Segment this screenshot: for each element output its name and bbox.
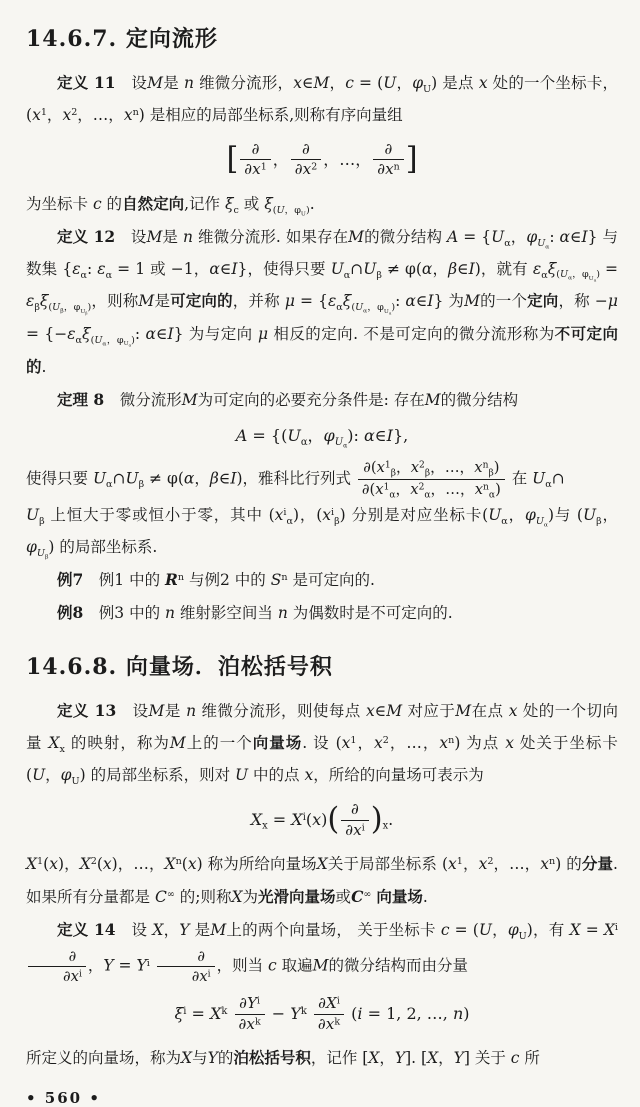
paragraph-example-7: 例7 例1 中的 $R^n$ 与例2 中的 $S^n$ 是可定向的. — [57, 570, 375, 590]
paragraph-poisson-definition: 所定义的向量场，称为X与Y的泊松括号积，记作 [X，Y]. [X，Y] 关于 c 所 — [26, 1048, 540, 1068]
formula-poisson-bracket: $\xi^i = X^k$ $\frac{\partial Y^i}{\partial x^k}$ − $Y^k$ $\frac{\partial X^i}{\partial x^k}$ (i = 1, 2, …, n) — [174, 993, 470, 1033]
paragraph-jacobian: 使得只要 $U_\alpha\cap U_\beta \ne \varphi(\alpha$，β∈I)，雅科比行列式 $\frac{\partial(x^1_\beta,x^2_\beta,\dots,x^n_\beta)}{\partial(x^1_\alpha,x^2_\alpha,\dots,x^n_\alpha)}$ 在 $U_\alpha\cap$ — [26, 458, 565, 501]
paragraph-natural-orientation: 为坐标卡 c 的自然定向,记作 $\xi_c$ 或 $\xi_{(U,\varphi_U)}$. — [26, 194, 315, 218]
formula-differential-structure: $A = \{(U_\alpha$，$\varphi_{U_\alpha}$): α∈I}, — [235, 426, 409, 450]
paragraph-definition-13: 定义 13 设M是 n 维微分流形，则使每点 x∈M 对应于M在点 x 处的一个切向量 $X_x$ 的映射，称为M上的一个向量场. 设 ($x^1$，$x^2$，…，$x^n$) 为点 x 处关于坐标卡 (U，$\varphi_U$) 的局部坐标系，则对 U 中的点 x，所给的向量场可表示为 — [26, 700, 618, 787]
paragraph-definition-12: 定义 12 设M是 n 维微分流形. 如果存在M的微分结构 $A = \{U_\alpha$，$\varphi_{U_\alpha}$: α∈I} 与数集 {$\varepsilon_\alpha$: $\varepsilon_\alpha = 1$ 或 −1，α∈I}，使得只要 $U_\alpha\cap U_\beta \ne \varphi(\alpha$，β∈I)，就有 $\varepsilon_\alpha\xi_{(U_\alpha,\varphi_{U_\alpha})} = \varepsilon_\beta\xi_{(U_\beta,\varphi_{U_\beta})}$，则称M是可定向的，并称 $\mu = \{\varepsilon_\alpha\xi_{(U_\alpha,\varphi_{U_\alpha})}$: α∈I} 为M的一个定向，称 $-\mu = \{-\varepsilon_\alpha\xi_{(U_\alpha,\varphi_{U_\alpha})}$: α∈I} 为与定向 μ 相反的定向. 不是可定向的微分流形称为不可定向的. — [26, 226, 618, 376]
section-heading-14-6-7: 14.6.7. 定向流形 — [26, 26, 218, 52]
paragraph-definition-11: 定义 11 设M是 n 维微分流形，x∈M，c = (U，$\varphi_U$) 是点 x 处的一个坐标卡，($x^1$，$x^2$，…，$x^n$) 是相应的局部坐标系,则称有序向量组 — [26, 73, 619, 124]
paragraph-definition-14: 定义 14 设 X，Y 是M上的两个向量场， 关于坐标卡 c = (U，$\varphi_U$)，有 $X = X^i$ $\frac{\partial}{\partial x^i}$ ，$Y = Y^i$ $\frac{\partial}{\partial x^i}$ ，则当 c 取遍M的微分结构而由分量 — [26, 914, 618, 986]
page-number: • 560 • — [26, 1089, 101, 1107]
paragraph-example-8: 例8 例3 中的 n 维射影空间当 n 为偶数时是不可定向的. — [57, 602, 453, 622]
formula-vector-field: $X_x = X^i(x)$( $\frac{\partial}{\partial x^i}$ )$_x$. — [250, 799, 394, 839]
section-heading-14-6-8: 14.6.8. 向量场．泊松括号积 — [26, 653, 333, 680]
formula-natural-orientation-frame: [ $\frac{\partial}{\partial x^1}$ ， $\frac{\partial}{\partial x^2}$ ，…， $\frac{\partial}{\partial x^n}$ ] — [226, 139, 418, 179]
paragraph-components: $X^1(x)$，$X^2(x)$，…，$X^n(x)$ 称为所给向量场X关于局部坐标系 ($x^1$，$x^2$，…，$x^n$) 的分量. 如果所有分量都是 C∞ 的;则称X为光滑向量场或C∞ 向量场. — [26, 854, 618, 907]
paragraph-theorem-8: 定理 8 微分流形M为可定向的必要充分条件是: 存在M的微分结构 — [57, 389, 519, 409]
paragraph-jacobian-continued: $U_\beta$ 上恒大于零或恒小于零，其中 $(x^i_\alpha)$，$(x^i_\beta)$ 分别是对应坐标卡($U_\alpha$，$\varphi_{U_\alpha}$)与 ($U_\beta$，$\varphi_{U_\beta}$) 的局部坐标系. — [26, 506, 618, 561]
